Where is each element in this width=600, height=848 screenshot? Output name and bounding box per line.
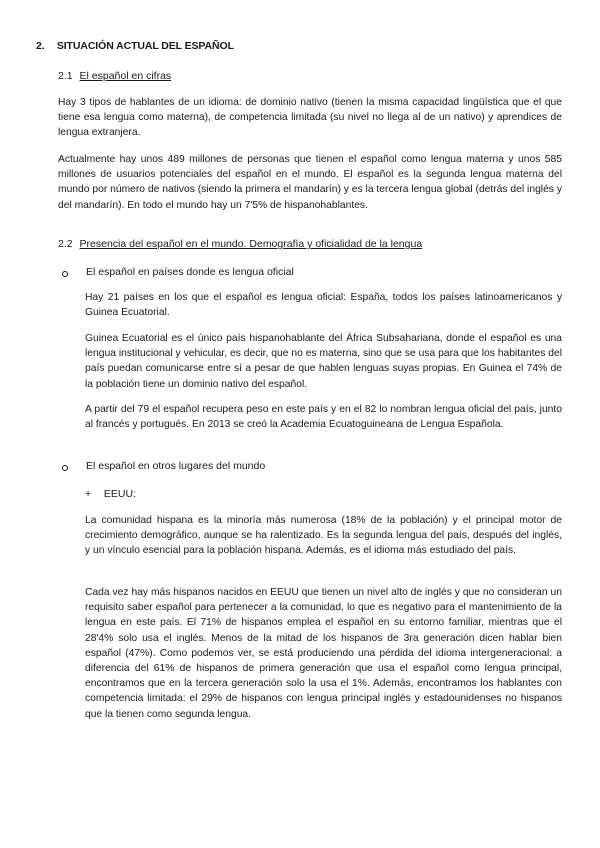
paragraph-hablantes: Hay 3 tipos de hablantes de un idioma: de dominio nativo (tienen la misma capacidad lingüística que el que tiene esa lengua como materna), de competencia limitada (su nivel no llega al de un nativo) y aprendices de lengua extranjera. [58,97,562,139]
paragraph-paises-oficiales: Hay 21 países en los que el español es lengua oficial: España, todos los países latinoamericanos y Guinea Ecuatorial. [85,292,562,319]
paragraph-comunidad-hispana: La comunidad hispana es la minoría más numerosa (18% de la población) y el principal motor de crecimiento demográfico, aunque se ha ralentizado. Es la segunda lengua del país, después del inglés, y un vínculo esencial para la población hispana. Además, es el idioma más estudiado del país. [85,515,562,557]
sublist-item-eeuu [85,488,136,500]
subsection-number: 2.1 [58,70,73,82]
bullet-circle-icon [62,271,68,277]
paragraph-guinea: Guinea Ecuatorial es el único país hispanohablante del África Subsahariana, donde el español es una lengua institucional y vehicular, es decir, que no es materna, sino que se usa para que los habitantes del país puedan comunicarse entre sí a pesar de que hablen lenguas suyas propias. En Guinea el 74% de la población tiene un dominio nativo del español. [85,333,562,390]
bullet-text: El español en países donde es lengua oficial [86,266,294,278]
subsection-number: 2.2 [58,238,73,250]
subsection-heading-2-2 [58,238,422,250]
subsection-title: El español en cifras [79,70,172,82]
subsection-title: Presencia del español en el mundo. Demografía y oficialidad de la lengua [79,238,423,250]
paragraph-perdida-idioma: Cada vez hay más hispanos nacidos en EEUU que tienen un nivel alto de inglés y que no consideran un requisito saber español para pertenecer a la comunidad, lo que es negativo para el mantenimiento de la lengua en este país. El 71% de hispanos emplea el español en su entorno familiar, mientras que el 28'4% solo usa el inglés. Menos de la mitad de los hispanos de 3ra generación dicen hablar bien español (47%). Como podemos ver, se está produciendo una pérdida del idioma intergeneracional: a diferencia del 61% de hispanos de primera generación que usa el español como lengua principal, encontramos que en la tercera generación solo la usa el 1%. Además, encontramos los hablantes con competencia limitada: el 29% de hispanos con lengua principal inglés y estadounidenses no hispanos que la tienen como segunda lengua. [85,587,562,720]
sublist-label: EEUU: [103,488,137,500]
bullet-circle-icon [62,465,68,471]
paragraph-academia: A partir del 79 el español recupera peso en este país y en el 82 lo nombran lengua oficial del país, junto al francés y portugués. En 2013 se creó la Academia Ecuatoguineana de Lengua Española. [85,404,562,431]
section-title: SITUACIÓN ACTUAL DEL ESPAÑOL [56,40,234,52]
section-heading [36,40,234,52]
section-number: 2. [36,40,45,52]
subsection-heading-2-1 [58,70,171,82]
bullet-text: El español en otros lugares del mundo [86,460,266,472]
plus-icon: + [85,488,92,500]
paragraph-cifras: Actualmente hay unos 489 millones de personas que tienen el español como lengua materna y unos 585 millones de usuarios potenciales del español en el mundo. El español es la segunda lengua materna del mundo por número de nativos (siendo la primera el mandarín) y es la tercera lengua global (detrás del inglés y del mandarín). En todo el mundo hay un 7'5% de hispanohablantes. [58,154,562,211]
